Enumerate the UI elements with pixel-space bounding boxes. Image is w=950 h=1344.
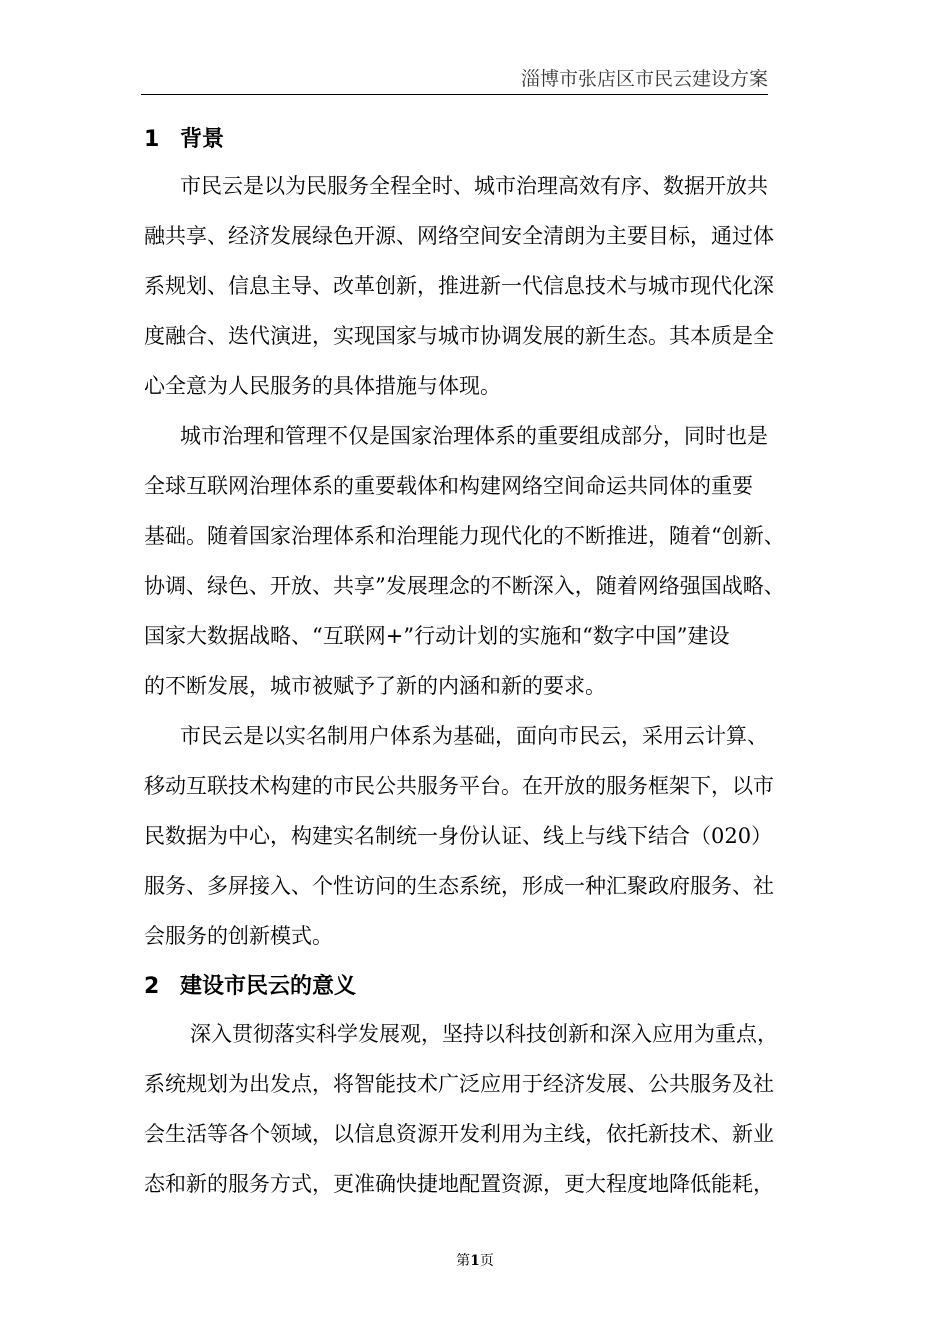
paragraph-line: 会生活等各个领域，以信息资源开发利用为主线，依托新技术、新业 — [144, 1122, 774, 1146]
paragraph-line: 深入贯彻落实科学发展观，坚持以科技创新和深入应用为重点， — [190, 1022, 778, 1046]
paragraph-line: 度融合、迭代演进，实现国家与城市协调发展的新生态。其本质是全 — [144, 324, 774, 348]
paragraph-line: 融共享、经济发展绿色开源、网络空间安全清朗为主要目标，通过体 — [144, 224, 774, 248]
paragraph-line: 基础。随着国家治理体系和治理能力现代化的不断推进，随着“创新、 — [144, 524, 785, 548]
header-divider — [141, 94, 768, 95]
page-header-title: 淄博市张店区市民云建设方案 — [520, 68, 768, 90]
paragraph-line: 系统规划为出发点，将智能技术广泛应用于经济发展、公共服务及社 — [144, 1072, 774, 1096]
page-number-prefix: 第 — [456, 1253, 471, 1269]
paragraph-line: 态和新的服务方式，更准确快捷地配置资源，更大程度地降低能耗， — [144, 1172, 774, 1196]
paragraph-line: 服务、多屏接入、个性访问的生态系统，形成一种汇聚政府服务、社 — [144, 874, 774, 898]
section-heading-background — [144, 122, 224, 153]
section-title: 背景 — [180, 127, 225, 152]
paragraph-line: 协调、绿色、开放、共享”发展理念的不断深入，随着网络强国战略、 — [144, 574, 785, 598]
page-number: 1 — [470, 1253, 480, 1269]
page-number-suffix: 页 — [479, 1253, 494, 1269]
paragraph-line: 系规划、信息主导、改革创新，推进新一代信息技术与城市现代化深 — [144, 274, 774, 298]
paragraph-line: 的不断发展，城市被赋予了新的内涵和新的要求。 — [144, 674, 606, 698]
paragraph-line: 心全意为人民服务的具体措施与体现。 — [144, 374, 501, 398]
paragraph-line: 城市治理和管理不仅是国家治理体系的重要组成部分，同时也是 — [180, 424, 768, 448]
paragraph-line: 市民云是以实名制用户体系为基础，面向市民云，采用云计算、 — [180, 724, 768, 748]
page-footer — [0, 1250, 950, 1270]
paragraph-line: 移动互联技术构建的市民公共服务平台。在开放的服务框架下，以市 — [144, 774, 774, 798]
section-number: 2 — [144, 974, 160, 999]
section-number: 1 — [144, 127, 160, 152]
paragraph-line: 国家大数据战略、“互联网+”行动计划的实施和“数字中国”建设 — [144, 624, 730, 648]
section-heading-significance — [144, 969, 356, 1000]
section-title: 建设市民云的意义 — [180, 974, 357, 999]
paragraph-line: 会服务的创新模式。 — [144, 924, 333, 948]
paragraph-line: 民数据为中心，构建实名制统一身份认证、线上与线下结合（020） — [144, 824, 773, 848]
paragraph-line: 市民云是以为民服务全程全时、城市治理高效有序、数据开放共 — [180, 174, 768, 198]
paragraph-line: 全球互联网治理体系的重要载体和构建网络空间命运共同体的重要 — [144, 474, 753, 498]
